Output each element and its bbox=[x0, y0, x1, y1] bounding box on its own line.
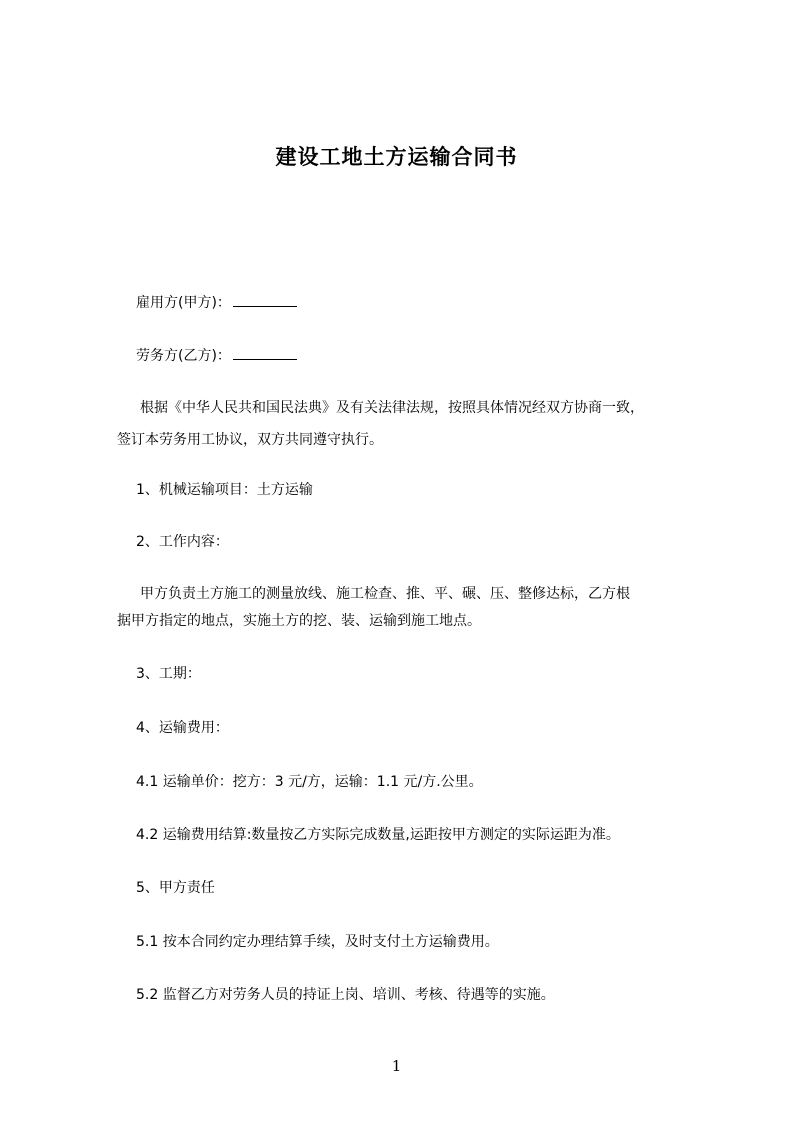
party-b-label: 劳务方(乙方)： bbox=[136, 348, 231, 364]
work-content-line-1: 甲方负责土方施工的测量放线、施工检查、推、平、碾、压、整修达标，乙方根 bbox=[140, 586, 630, 602]
intro-line-1: 根据《中华人民共和国民法典》及有关法律法规，按照具体情况经双方协商一致， bbox=[140, 400, 644, 416]
intro-line-2: 签订本劳务用工协议，双方共同遵守执行。 bbox=[117, 432, 383, 448]
party-b-blank bbox=[233, 345, 297, 360]
item-3: 3、工期： bbox=[136, 666, 201, 682]
party-a-label: 雇用方(甲方)： bbox=[136, 295, 231, 311]
item-1: 1、机械运输项目：土方运输 bbox=[136, 482, 313, 498]
item-2: 2、工作内容： bbox=[136, 534, 229, 550]
item-4-2: 4.2 运输费用结算:数量按乙方实际完成数量,运距按甲方测定的实际运距为准。 bbox=[136, 827, 620, 843]
party-b-line bbox=[136, 345, 297, 366]
item-5-1: 5.1 按本合同约定办理结算手续，及时支付土方运输费用。 bbox=[136, 934, 499, 950]
item-5: 5、甲方责任 bbox=[136, 880, 215, 896]
document-title: 建设工地土方运输合同书 bbox=[275, 145, 518, 169]
work-content-line-2: 据甲方指定的地点，实施土方的挖、装、运输到施工地点。 bbox=[117, 613, 481, 629]
page-number: 1 bbox=[391, 1057, 402, 1075]
item-4: 4、运输费用： bbox=[136, 720, 229, 736]
party-a-blank bbox=[233, 292, 297, 307]
item-5-2: 5.2 监督乙方对劳务人员的持证上岗、培训、考核、待遇等的实施。 bbox=[136, 987, 555, 1003]
item-4-1: 4.1 运输单价：挖方：3 元/方，运输：1.1 元/方.公里。 bbox=[136, 774, 483, 790]
party-a-line bbox=[136, 292, 297, 313]
